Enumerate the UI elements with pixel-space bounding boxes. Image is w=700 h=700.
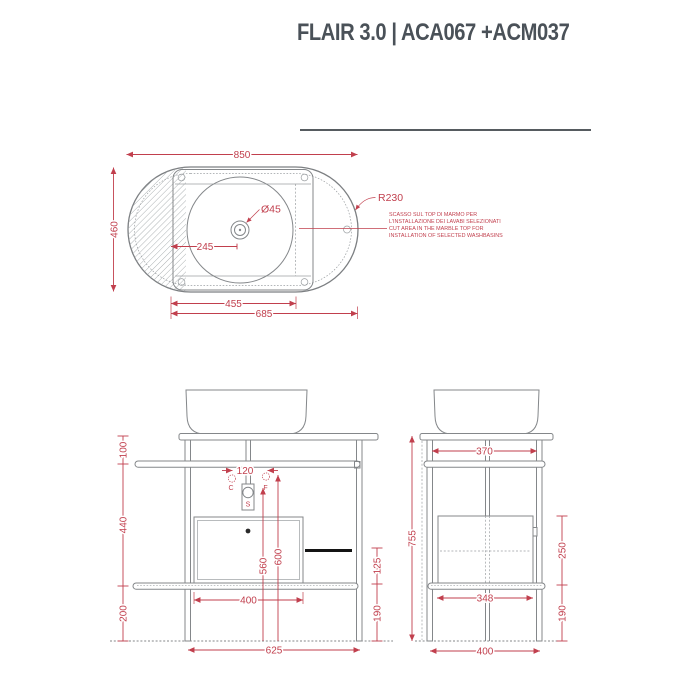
right-leg-front: [357, 440, 363, 641]
top-view: [110, 150, 504, 320]
cut-hatch-area: [128, 167, 186, 292]
drawer-handle-side: [533, 528, 537, 537]
side-view: [408, 390, 569, 657]
dim-755: 755: [407, 530, 419, 547]
r230-leader: [356, 198, 376, 211]
annotation-line-4: INSTALLATION OF SELECTED WASHBASINS: [389, 232, 503, 239]
cold-water-point: [262, 473, 269, 480]
dim-125: 125: [372, 557, 384, 575]
dim-400-front: 400: [240, 595, 257, 607]
annotation-line-1: SCASSO SUL TOP DI MARMO PER: [389, 211, 478, 218]
dim-200: 200: [118, 605, 130, 622]
waste-label: S: [245, 501, 251, 509]
cold-water-label: F: [263, 485, 268, 492]
annotation-line-2: L'INSTALLAZIONE DEI LAVABI SELEZIONATI: [389, 218, 501, 225]
drawer-side: [438, 516, 533, 583]
dim-455: 455: [225, 298, 242, 310]
drawer-front: [194, 517, 303, 583]
washbasin-front: [186, 390, 307, 434]
hot-water-point: [228, 475, 235, 482]
dim-diameter-45: Ø45: [261, 203, 281, 216]
front-leg-side: [427, 440, 433, 641]
dim-120: 120: [236, 466, 254, 477]
dim-348: 348: [476, 593, 494, 605]
washbasin-side: [434, 390, 539, 434]
shelf-side: [428, 583, 545, 589]
towel-rail-side: [424, 461, 545, 467]
dim-r230: R230: [378, 192, 404, 204]
front-view: [110, 390, 393, 656]
dim-850: 850: [233, 149, 251, 161]
cut-annotation: [389, 212, 503, 239]
drawer-knob: [246, 529, 251, 534]
dim-100: 100: [118, 441, 130, 459]
dim-250: 250: [557, 542, 569, 559]
page-title: FLAIR 3.0 | ACA067 +ACM037: [297, 19, 570, 46]
dim-370: 370: [476, 446, 493, 458]
dim-245: 245: [196, 241, 214, 253]
dim-625: 625: [265, 645, 283, 657]
dim-190-side: 190: [557, 605, 569, 622]
dim-440: 440: [118, 516, 130, 534]
dim-600: 600: [273, 548, 285, 566]
hot-water-label: C: [228, 485, 234, 492]
dim-460: 460: [109, 221, 121, 238]
countertop-side: [420, 434, 553, 441]
dim-400-side: 400: [476, 646, 494, 658]
shelf-front: [133, 583, 358, 589]
dim-190-front: 190: [372, 605, 384, 622]
back-leg-side: [537, 440, 543, 641]
countertop-front: [179, 434, 378, 441]
left-leg-front: [185, 440, 191, 641]
annotation-line-3: CUT AREA IN THE MARBLE TOP FOR: [389, 225, 484, 232]
dim-685: 685: [255, 308, 273, 320]
dim-560: 560: [258, 557, 270, 575]
